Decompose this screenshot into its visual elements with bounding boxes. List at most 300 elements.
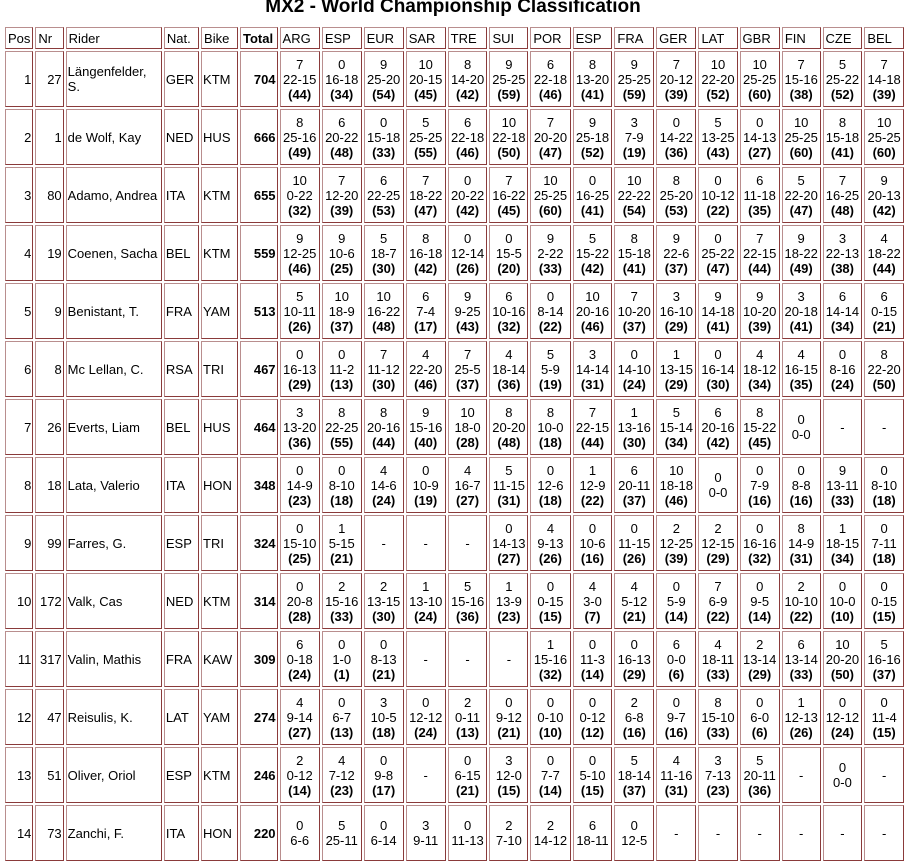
race-scores: 12-0 bbox=[495, 767, 522, 783]
rider-name-cell: Coenen, Sacha bbox=[66, 225, 162, 281]
race-result-cell bbox=[530, 109, 570, 165]
race-scores: 14-18 bbox=[701, 303, 735, 319]
race-scores: 15-18 bbox=[617, 245, 651, 261]
race-result-cell bbox=[573, 399, 613, 455]
race-scores: 13-15 bbox=[367, 593, 401, 609]
bonus-points: 4 bbox=[422, 346, 430, 362]
race-scores: 22-15 bbox=[575, 419, 610, 435]
round-points: (33) bbox=[538, 260, 562, 276]
bonus-points: 6 bbox=[380, 172, 388, 188]
race-result-cell bbox=[406, 515, 446, 571]
bonus-points: 4 bbox=[588, 578, 597, 594]
race-scores: 16-15 bbox=[784, 361, 818, 377]
race-result-cell bbox=[864, 805, 904, 861]
race-result-cell bbox=[280, 225, 320, 281]
number-cell: 27 bbox=[35, 51, 63, 107]
race-scores: 9-25 bbox=[454, 303, 481, 319]
bonus-points: 0 bbox=[797, 412, 805, 427]
race-scores: 20-16 bbox=[575, 303, 610, 319]
round-points: (18) bbox=[872, 550, 896, 566]
round-points: (33) bbox=[706, 724, 730, 740]
round-points: (36) bbox=[748, 782, 772, 798]
rider-name-cell: Mc Lellan, C. bbox=[66, 341, 162, 397]
race-scores: 11-4 bbox=[871, 709, 897, 725]
race-result-cell bbox=[823, 747, 863, 803]
race-result-cell bbox=[698, 515, 737, 571]
race-result-cell bbox=[614, 747, 654, 803]
bike-cell: KAW bbox=[201, 631, 238, 687]
race-result-cell bbox=[573, 283, 613, 339]
round-points: (21) bbox=[456, 782, 480, 798]
race-scores: 6-9 bbox=[708, 593, 728, 609]
race-scores: 0-18 bbox=[286, 651, 313, 667]
round-points: (48) bbox=[372, 318, 396, 334]
race-result-cell bbox=[823, 225, 863, 281]
race-scores: 15-16 bbox=[325, 593, 359, 609]
table-row bbox=[5, 109, 904, 165]
race-result-cell bbox=[823, 515, 863, 571]
race-result-cell bbox=[364, 51, 404, 107]
round-points: (13) bbox=[330, 376, 354, 392]
round-points: (17) bbox=[414, 318, 438, 334]
round-points: (1) bbox=[333, 666, 350, 682]
bonus-points: 10 bbox=[292, 172, 307, 188]
race-result-cell bbox=[823, 805, 863, 861]
round-points: (39) bbox=[330, 202, 354, 218]
race-result-cell bbox=[364, 805, 404, 861]
race-result-cell bbox=[823, 341, 863, 397]
round-points: (45) bbox=[748, 434, 772, 450]
race-result-cell bbox=[740, 805, 780, 861]
bonus-points: - bbox=[465, 535, 470, 551]
race-result-cell bbox=[573, 573, 613, 629]
round-points: (27) bbox=[497, 550, 521, 566]
race-scores: 8-13 bbox=[370, 651, 397, 667]
bonus-points: 0 bbox=[338, 694, 346, 710]
total-points-cell: 666 bbox=[240, 109, 278, 165]
bonus-points: 7 bbox=[463, 346, 472, 362]
bonus-points: 4 bbox=[296, 694, 304, 710]
bonus-points: - bbox=[674, 825, 679, 841]
bonus-points: 5 bbox=[422, 114, 430, 130]
bonus-points: 1 bbox=[422, 578, 430, 594]
race-result-cell bbox=[530, 283, 570, 339]
bonus-points: 0 bbox=[546, 462, 555, 478]
round-points: (36) bbox=[497, 376, 521, 392]
race-scores: 5-10 bbox=[579, 767, 606, 783]
bonus-points: 0 bbox=[797, 462, 805, 478]
race-scores: 8-16 bbox=[829, 361, 856, 377]
bonus-points: 10 bbox=[501, 114, 517, 130]
bonus-points: 0 bbox=[422, 462, 430, 478]
race-result-cell bbox=[740, 631, 780, 687]
round-points: (18) bbox=[538, 434, 562, 450]
bonus-points: 0 bbox=[588, 694, 597, 710]
round-points: (60) bbox=[872, 144, 896, 160]
bonus-points: 5 bbox=[797, 172, 805, 188]
race-scores: 22-20 bbox=[701, 71, 735, 87]
race-result-cell bbox=[448, 109, 488, 165]
position-cell: 4 bbox=[5, 225, 33, 281]
number-cell: 47 bbox=[35, 689, 63, 745]
race-result-cell bbox=[322, 631, 362, 687]
race-result-cell bbox=[364, 689, 404, 745]
bike-cell: HON bbox=[201, 805, 238, 861]
bonus-points: - bbox=[506, 651, 512, 667]
round-points: (29) bbox=[288, 376, 312, 392]
race-result-cell bbox=[656, 399, 696, 455]
round-points: (10) bbox=[830, 608, 854, 624]
race-result-cell bbox=[740, 457, 780, 513]
race-result-cell bbox=[530, 515, 570, 571]
rider-name-cell: Lata, Valerio bbox=[66, 457, 162, 513]
race-scores: 12-25 bbox=[659, 535, 693, 551]
bonus-points: 0 bbox=[714, 172, 722, 188]
race-result-cell bbox=[698, 573, 737, 629]
round-points: (18) bbox=[538, 492, 562, 508]
column-header: POR bbox=[530, 27, 570, 49]
bonus-points: 9 bbox=[880, 172, 888, 188]
race-result-cell bbox=[656, 689, 696, 745]
bonus-points: 0 bbox=[463, 752, 472, 768]
race-scores: 13-20 bbox=[575, 71, 610, 87]
race-result-cell bbox=[364, 747, 404, 803]
nationality-cell: ESP bbox=[164, 747, 199, 803]
round-points: (24) bbox=[830, 376, 854, 392]
race-result-cell bbox=[656, 283, 696, 339]
bonus-points: 0 bbox=[588, 172, 597, 188]
round-points: (48) bbox=[330, 144, 354, 160]
bonus-points: 3 bbox=[672, 288, 680, 304]
bonus-points: 9 bbox=[463, 288, 472, 304]
bonus-points: 0 bbox=[338, 346, 346, 362]
race-result-cell bbox=[656, 805, 696, 861]
table-row bbox=[5, 747, 904, 803]
race-result-cell bbox=[530, 225, 570, 281]
race-result-cell bbox=[448, 283, 488, 339]
race-scores: 14-18 bbox=[867, 71, 901, 87]
bonus-points: 0 bbox=[422, 694, 430, 710]
race-scores: 10-0 bbox=[829, 593, 856, 609]
bonus-points: 10 bbox=[376, 288, 391, 304]
round-points: (12) bbox=[580, 724, 605, 740]
bonus-points: 7 bbox=[756, 230, 764, 246]
bonus-points: 0 bbox=[505, 520, 513, 536]
table-row bbox=[5, 283, 904, 339]
nationality-cell: NED bbox=[164, 109, 199, 165]
round-points: (15) bbox=[580, 782, 605, 798]
race-result-cell bbox=[782, 399, 821, 455]
race-scores: 11-3 bbox=[579, 651, 605, 667]
bike-cell: TRI bbox=[201, 341, 238, 397]
round-points: (23) bbox=[288, 492, 312, 508]
bonus-points: - bbox=[799, 825, 804, 841]
race-result-cell bbox=[740, 399, 780, 455]
race-result-cell bbox=[740, 515, 780, 571]
bonus-points: 4 bbox=[546, 520, 555, 536]
race-scores: 12-6 bbox=[537, 477, 564, 493]
number-cell: 73 bbox=[35, 805, 63, 861]
position-cell: 10 bbox=[5, 573, 33, 629]
round-points: (39) bbox=[872, 86, 896, 102]
race-result-cell bbox=[364, 341, 404, 397]
race-scores: 10-6 bbox=[328, 245, 355, 261]
round-points: (59) bbox=[622, 86, 646, 102]
round-points: (24) bbox=[288, 666, 312, 682]
race-scores: 18-14 bbox=[492, 361, 526, 377]
race-scores: 20-12 bbox=[659, 71, 693, 87]
bonus-points: 0 bbox=[880, 694, 888, 710]
round-points: (55) bbox=[330, 434, 354, 450]
bonus-points: 5 bbox=[505, 462, 513, 478]
round-points: (54) bbox=[372, 86, 396, 102]
race-result-cell bbox=[864, 689, 904, 745]
bonus-points: 0 bbox=[296, 346, 304, 362]
bonus-points: 2 bbox=[505, 818, 513, 833]
bonus-points: - bbox=[381, 535, 386, 551]
race-result-cell bbox=[740, 341, 780, 397]
bonus-points: 0 bbox=[380, 818, 388, 833]
round-points: (46) bbox=[288, 260, 312, 276]
bonus-points: 1 bbox=[838, 520, 847, 536]
round-points: (30) bbox=[372, 608, 396, 624]
bonus-points: 8 bbox=[338, 404, 346, 420]
column-header: GBR bbox=[740, 27, 780, 49]
round-points: (49) bbox=[288, 144, 312, 160]
race-scores: 25-25 bbox=[784, 129, 818, 145]
bonus-points: 5 bbox=[338, 818, 346, 833]
race-scores: 22-18 bbox=[492, 129, 526, 145]
bonus-points: 10 bbox=[793, 114, 809, 130]
race-result-cell bbox=[448, 689, 488, 745]
race-result-cell bbox=[406, 225, 446, 281]
total-points-cell: 348 bbox=[240, 457, 278, 513]
race-scores: 20-18 bbox=[784, 303, 818, 319]
race-result-cell bbox=[530, 573, 570, 629]
bonus-points: - bbox=[423, 535, 428, 551]
round-points: (47) bbox=[706, 260, 730, 276]
race-scores: 8-10 bbox=[328, 477, 355, 493]
race-result-cell bbox=[656, 225, 696, 281]
bonus-points: 0 bbox=[296, 578, 304, 594]
column-header: Nat. bbox=[164, 27, 199, 49]
race-scores: 18-22 bbox=[867, 245, 901, 261]
round-points: (25) bbox=[288, 550, 312, 566]
race-scores: 7-12 bbox=[328, 767, 355, 783]
round-points: (42) bbox=[872, 202, 896, 218]
race-scores: 18-18 bbox=[659, 477, 693, 493]
race-result-cell bbox=[530, 167, 570, 223]
race-scores: 22-13 bbox=[825, 245, 860, 261]
round-points: (30) bbox=[622, 434, 646, 450]
race-scores: 15-16 bbox=[533, 651, 568, 667]
bonus-points: 6 bbox=[672, 636, 680, 652]
bonus-points: 2 bbox=[630, 694, 638, 710]
bonus-points: 2 bbox=[463, 694, 472, 710]
race-result-cell bbox=[280, 283, 320, 339]
bonus-points: 5 bbox=[838, 56, 847, 72]
bonus-points: 1 bbox=[338, 520, 346, 536]
bonus-points: 8 bbox=[714, 694, 722, 710]
race-result-cell bbox=[322, 573, 362, 629]
race-result-cell bbox=[530, 689, 570, 745]
table-row bbox=[5, 51, 904, 107]
race-result-cell bbox=[530, 341, 570, 397]
bike-cell: TRI bbox=[201, 515, 238, 571]
round-points: (31) bbox=[664, 782, 688, 798]
race-result-cell bbox=[614, 573, 654, 629]
round-points: (33) bbox=[706, 666, 730, 682]
position-cell: 7 bbox=[5, 399, 33, 455]
race-result-cell bbox=[740, 51, 780, 107]
round-points: (21) bbox=[497, 724, 521, 740]
round-points: (55) bbox=[414, 144, 438, 160]
race-scores: 13-14 bbox=[743, 651, 777, 667]
round-points: (46) bbox=[664, 492, 688, 508]
bonus-points: 5 bbox=[588, 230, 597, 246]
race-scores: 7-11 bbox=[871, 535, 897, 551]
bonus-points: 9 bbox=[422, 404, 430, 420]
round-points: (36) bbox=[664, 144, 688, 160]
race-scores: 5-12 bbox=[621, 593, 648, 609]
round-points: (30) bbox=[372, 376, 396, 392]
race-result-cell bbox=[280, 109, 320, 165]
number-cell: 19 bbox=[35, 225, 63, 281]
race-scores: 5-9 bbox=[541, 361, 560, 377]
bonus-points: 6 bbox=[546, 56, 555, 72]
round-points: (22) bbox=[789, 608, 813, 624]
nationality-cell: ITA bbox=[164, 805, 199, 861]
round-points: (29) bbox=[664, 318, 688, 334]
round-points: (23) bbox=[330, 782, 354, 798]
bonus-points: 7 bbox=[338, 172, 346, 188]
race-scores: 25-20 bbox=[659, 187, 693, 203]
round-points: (60) bbox=[538, 202, 562, 218]
race-result-cell bbox=[364, 167, 404, 223]
race-result-cell bbox=[322, 805, 362, 861]
race-result-cell bbox=[448, 341, 488, 397]
bonus-points: 3 bbox=[588, 346, 597, 362]
bonus-points: 10 bbox=[418, 56, 433, 72]
race-result-cell bbox=[740, 689, 780, 745]
bonus-points: 8 bbox=[505, 404, 513, 420]
bonus-points: 0 bbox=[630, 818, 638, 833]
race-result-cell bbox=[448, 167, 488, 223]
round-points: (52) bbox=[706, 86, 730, 102]
race-scores: 10-0 bbox=[537, 419, 564, 435]
round-points: (50) bbox=[497, 144, 521, 160]
number-cell: 51 bbox=[35, 747, 63, 803]
round-points: (26) bbox=[622, 550, 646, 566]
bonus-points: - bbox=[881, 419, 887, 435]
column-header: Rider bbox=[66, 27, 162, 49]
column-header: SUI bbox=[489, 27, 528, 49]
race-result-cell bbox=[823, 457, 863, 513]
race-result-cell bbox=[823, 573, 863, 629]
race-result-cell bbox=[489, 341, 528, 397]
race-result-cell bbox=[573, 225, 613, 281]
round-points: (42) bbox=[414, 260, 438, 276]
bonus-points: 2 bbox=[296, 752, 304, 768]
round-points: (18) bbox=[872, 492, 896, 508]
nationality-cell: FRA bbox=[164, 631, 199, 687]
race-result-cell bbox=[322, 515, 362, 571]
round-points: (41) bbox=[830, 144, 854, 160]
race-scores: 18-11 bbox=[701, 651, 735, 667]
race-result-cell bbox=[614, 51, 654, 107]
race-result-cell bbox=[782, 631, 821, 687]
race-scores: 14-6 bbox=[370, 477, 397, 493]
race-result-cell bbox=[364, 457, 404, 513]
bonus-points: 10 bbox=[835, 636, 850, 652]
bonus-points: 5 bbox=[546, 346, 555, 362]
race-scores: 10-10 bbox=[784, 593, 818, 609]
race-scores: 25-11 bbox=[325, 833, 358, 848]
round-points: (37) bbox=[664, 260, 688, 276]
column-header: BEL bbox=[864, 27, 904, 49]
race-scores: 20-8 bbox=[286, 593, 313, 609]
race-scores: 0-0 bbox=[666, 651, 686, 667]
race-scores: 7-9 bbox=[750, 477, 770, 493]
race-scores: 0-12 bbox=[579, 709, 606, 725]
race-result-cell bbox=[656, 515, 696, 571]
race-scores: 3-0 bbox=[583, 593, 602, 609]
race-result-cell bbox=[280, 573, 320, 629]
bonus-points: 0 bbox=[714, 470, 722, 485]
race-result-cell bbox=[489, 805, 528, 861]
column-header: ESP bbox=[573, 27, 613, 49]
bonus-points: 6 bbox=[296, 636, 304, 652]
position-cell: 14 bbox=[5, 805, 33, 861]
race-result-cell bbox=[782, 689, 821, 745]
bonus-points: 9 bbox=[714, 288, 722, 304]
bonus-points: 0 bbox=[756, 694, 764, 710]
round-points: (22) bbox=[580, 492, 605, 508]
round-points: (7) bbox=[584, 608, 601, 624]
race-result-cell bbox=[782, 167, 821, 223]
race-scores: 25-25 bbox=[533, 187, 568, 203]
bonus-points: 4 bbox=[380, 462, 388, 478]
bonus-points: 3 bbox=[296, 404, 304, 420]
race-result-cell bbox=[864, 341, 904, 397]
round-points: (39) bbox=[664, 550, 688, 566]
bonus-points: 0 bbox=[338, 636, 346, 652]
race-scores: 15-10 bbox=[701, 709, 735, 725]
round-points: (33) bbox=[789, 666, 813, 682]
column-header: CZE bbox=[823, 27, 863, 49]
bonus-points: 3 bbox=[505, 752, 513, 768]
race-scores: 16-16 bbox=[867, 651, 901, 667]
round-points: (14) bbox=[664, 608, 688, 624]
bonus-points: 7 bbox=[505, 172, 513, 188]
bonus-points: 1 bbox=[546, 636, 555, 652]
position-cell: 9 bbox=[5, 515, 33, 571]
round-points: (45) bbox=[497, 202, 521, 218]
race-result-cell bbox=[614, 225, 654, 281]
bonus-points: - bbox=[881, 825, 887, 841]
race-scores: 0-12 bbox=[286, 767, 313, 783]
round-points: (52) bbox=[580, 144, 605, 160]
table-row bbox=[5, 805, 904, 861]
bonus-points: 9 bbox=[797, 230, 805, 246]
race-scores: 22-20 bbox=[784, 187, 818, 203]
bike-cell: KTM bbox=[201, 225, 238, 281]
race-scores: 22-20 bbox=[409, 361, 443, 377]
race-result-cell bbox=[280, 167, 320, 223]
race-result-cell bbox=[280, 51, 320, 107]
race-result-cell bbox=[614, 109, 654, 165]
round-points: (15) bbox=[497, 782, 521, 798]
